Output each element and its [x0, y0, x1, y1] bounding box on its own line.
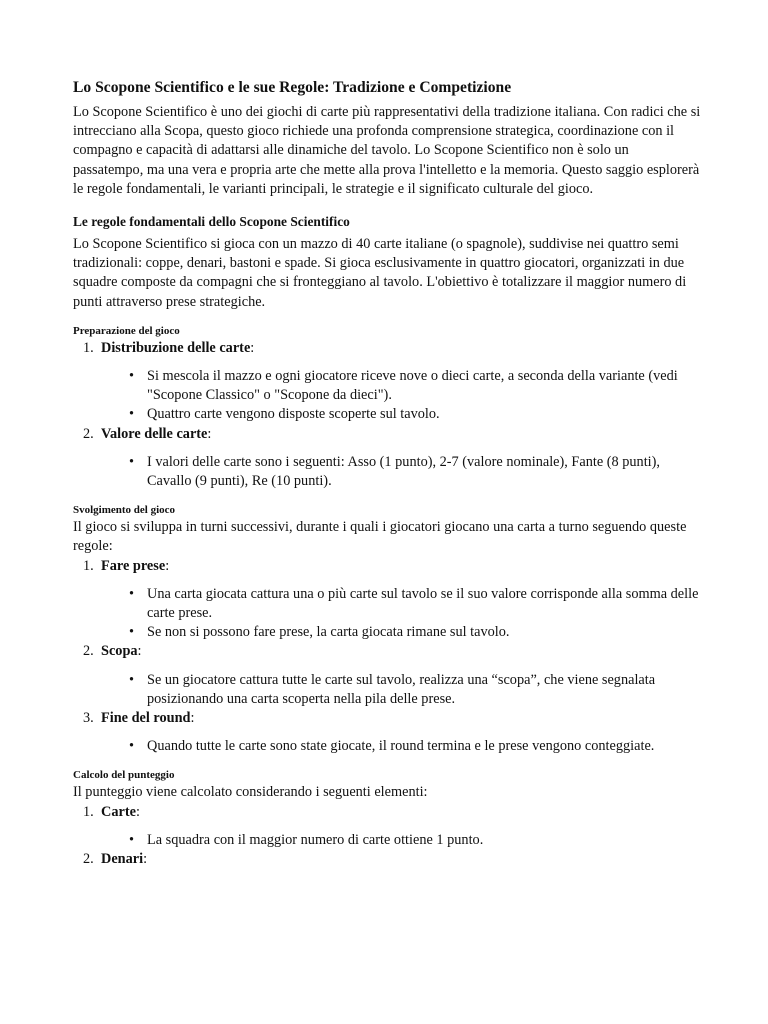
list-item-number: 1.	[83, 339, 94, 356]
list-item-suffix: :	[143, 851, 148, 868]
gameplay-list	[73, 557, 701, 757]
list-item-label: Distribuzione delle carte	[101, 339, 251, 356]
list-item-number: 2.	[83, 643, 94, 660]
scoring-paragraph: Il punteggio viene calcolato considerando i seguenti elementi:	[73, 784, 428, 801]
list-item-suffix: :	[137, 643, 142, 660]
list-item	[83, 557, 701, 643]
bullet-list	[101, 453, 701, 491]
list-item	[83, 425, 701, 492]
document-page	[73, 78, 701, 869]
bullet-item: • Quando tutte le carte sono state giocate, il round termina e le prese vengono conteggiate.	[147, 737, 701, 756]
bullet-item: • I valori delle carte sono i seguenti: Asso (1 punto), 2-7 (valore nominale), Fante (8 punti), Cavallo (9 punti), Re (10 punti).	[147, 453, 701, 491]
list-item-label: Fine del round	[101, 710, 191, 727]
bullet-list	[101, 831, 701, 850]
list-item	[83, 339, 701, 425]
list-item-number: 2.	[83, 851, 94, 868]
gameplay-paragraph: Il gioco si sviluppa in turni successivi, durante i quali i giocatori giocano una carta a turno seguendo queste regole:	[73, 519, 687, 555]
list-item-label: Carte	[101, 803, 136, 820]
list-item	[83, 709, 701, 756]
document-title: Lo Scopone Scientifico e le sue Regole: Tradizione e Competizione	[73, 79, 512, 96]
bullet-item: • Una carta giocata cattura una o più carte sul tavolo se il suo valore corrisponde alla somma delle carte prese.	[147, 585, 701, 623]
intro-paragraph: Lo Scopone Scientifico è uno dei giochi di carte più rappresentativi della tradizione italiana. Con radici che si intrecciano alla Scopa, questo gioco richiede una profonda comprensione strategica, coordinazione con il compagno e capacità di adattarsi alle dinamiche del tavolo. Lo Scopone Scientifico non è solo un passatempo, ma una vera e propria arte che mette alla prova l'intelletto e la memoria. Questo saggio esplorerà le regole fondamentali, le varianti principali, le strategie e il significato culturale del gioco.	[73, 104, 701, 197]
list-item-label: Denari	[101, 851, 144, 868]
bullet-list	[101, 367, 701, 425]
list-item-suffix: :	[135, 803, 140, 820]
list-item-label: Valore delle carte	[101, 425, 208, 442]
bullet-item: • Se non si possono fare prese, la carta giocata rimane sul tavolo.	[147, 623, 701, 642]
list-item-number: 2.	[83, 425, 94, 442]
scoring-list	[73, 803, 701, 870]
bullet-list	[101, 737, 701, 756]
rules-heading: Le regole fondamentali dello Scopone Scientifico	[73, 214, 350, 230]
scoring-heading: Calcolo del punteggio	[73, 769, 175, 782]
list-item	[83, 642, 701, 709]
bullet-item: • Se un giocatore cattura tutte le carte sul tavolo, realizza una “scopa”, che viene segnalata posizionando una carta scoperta nella pila delle prese.	[147, 671, 701, 709]
list-item-number: 1.	[83, 557, 94, 574]
bullet-item: • Si mescola il mazzo e ogni giocatore riceve nove o dieci carte, a seconda della variante (vedi "Scopone Classico" o "Scopone da dieci").	[147, 367, 701, 405]
list-item-suffix: :	[165, 557, 170, 574]
list-item-suffix: :	[190, 710, 195, 727]
list-item	[83, 803, 701, 850]
bullet-list	[101, 585, 701, 643]
preparation-list	[73, 339, 701, 491]
bullet-item: • Quattro carte vengono disposte scoperte sul tavolo.	[147, 405, 701, 424]
preparation-heading: Preparazione del gioco	[73, 324, 180, 337]
list-item-suffix: :	[250, 339, 255, 356]
rules-paragraph: Lo Scopone Scientifico si gioca con un mazzo di 40 carte italiane (o spagnole), suddivise nei quattro semi tradizionali: coppe, denari, bastoni e spade. Si gioca esclusivamente in quattro giocatori, organizzati in due squadre composte da compagni che si fronteggiano al tavolo. L'obiettivo è totalizzare il maggior numero di punti attraverso prese strategiche.	[73, 236, 687, 310]
gameplay-heading: Svolgimento del gioco	[73, 504, 176, 517]
bullet-list	[101, 671, 701, 709]
list-item-label: Scopa	[101, 643, 138, 660]
list-item-number: 1.	[83, 803, 94, 820]
list-item-label: Fare prese	[101, 557, 166, 574]
list-item	[83, 850, 701, 869]
bullet-item: • La squadra con il maggior numero di carte ottiene 1 punto.	[147, 831, 701, 850]
list-item-suffix: :	[207, 425, 212, 442]
list-item-number: 3.	[83, 710, 94, 727]
